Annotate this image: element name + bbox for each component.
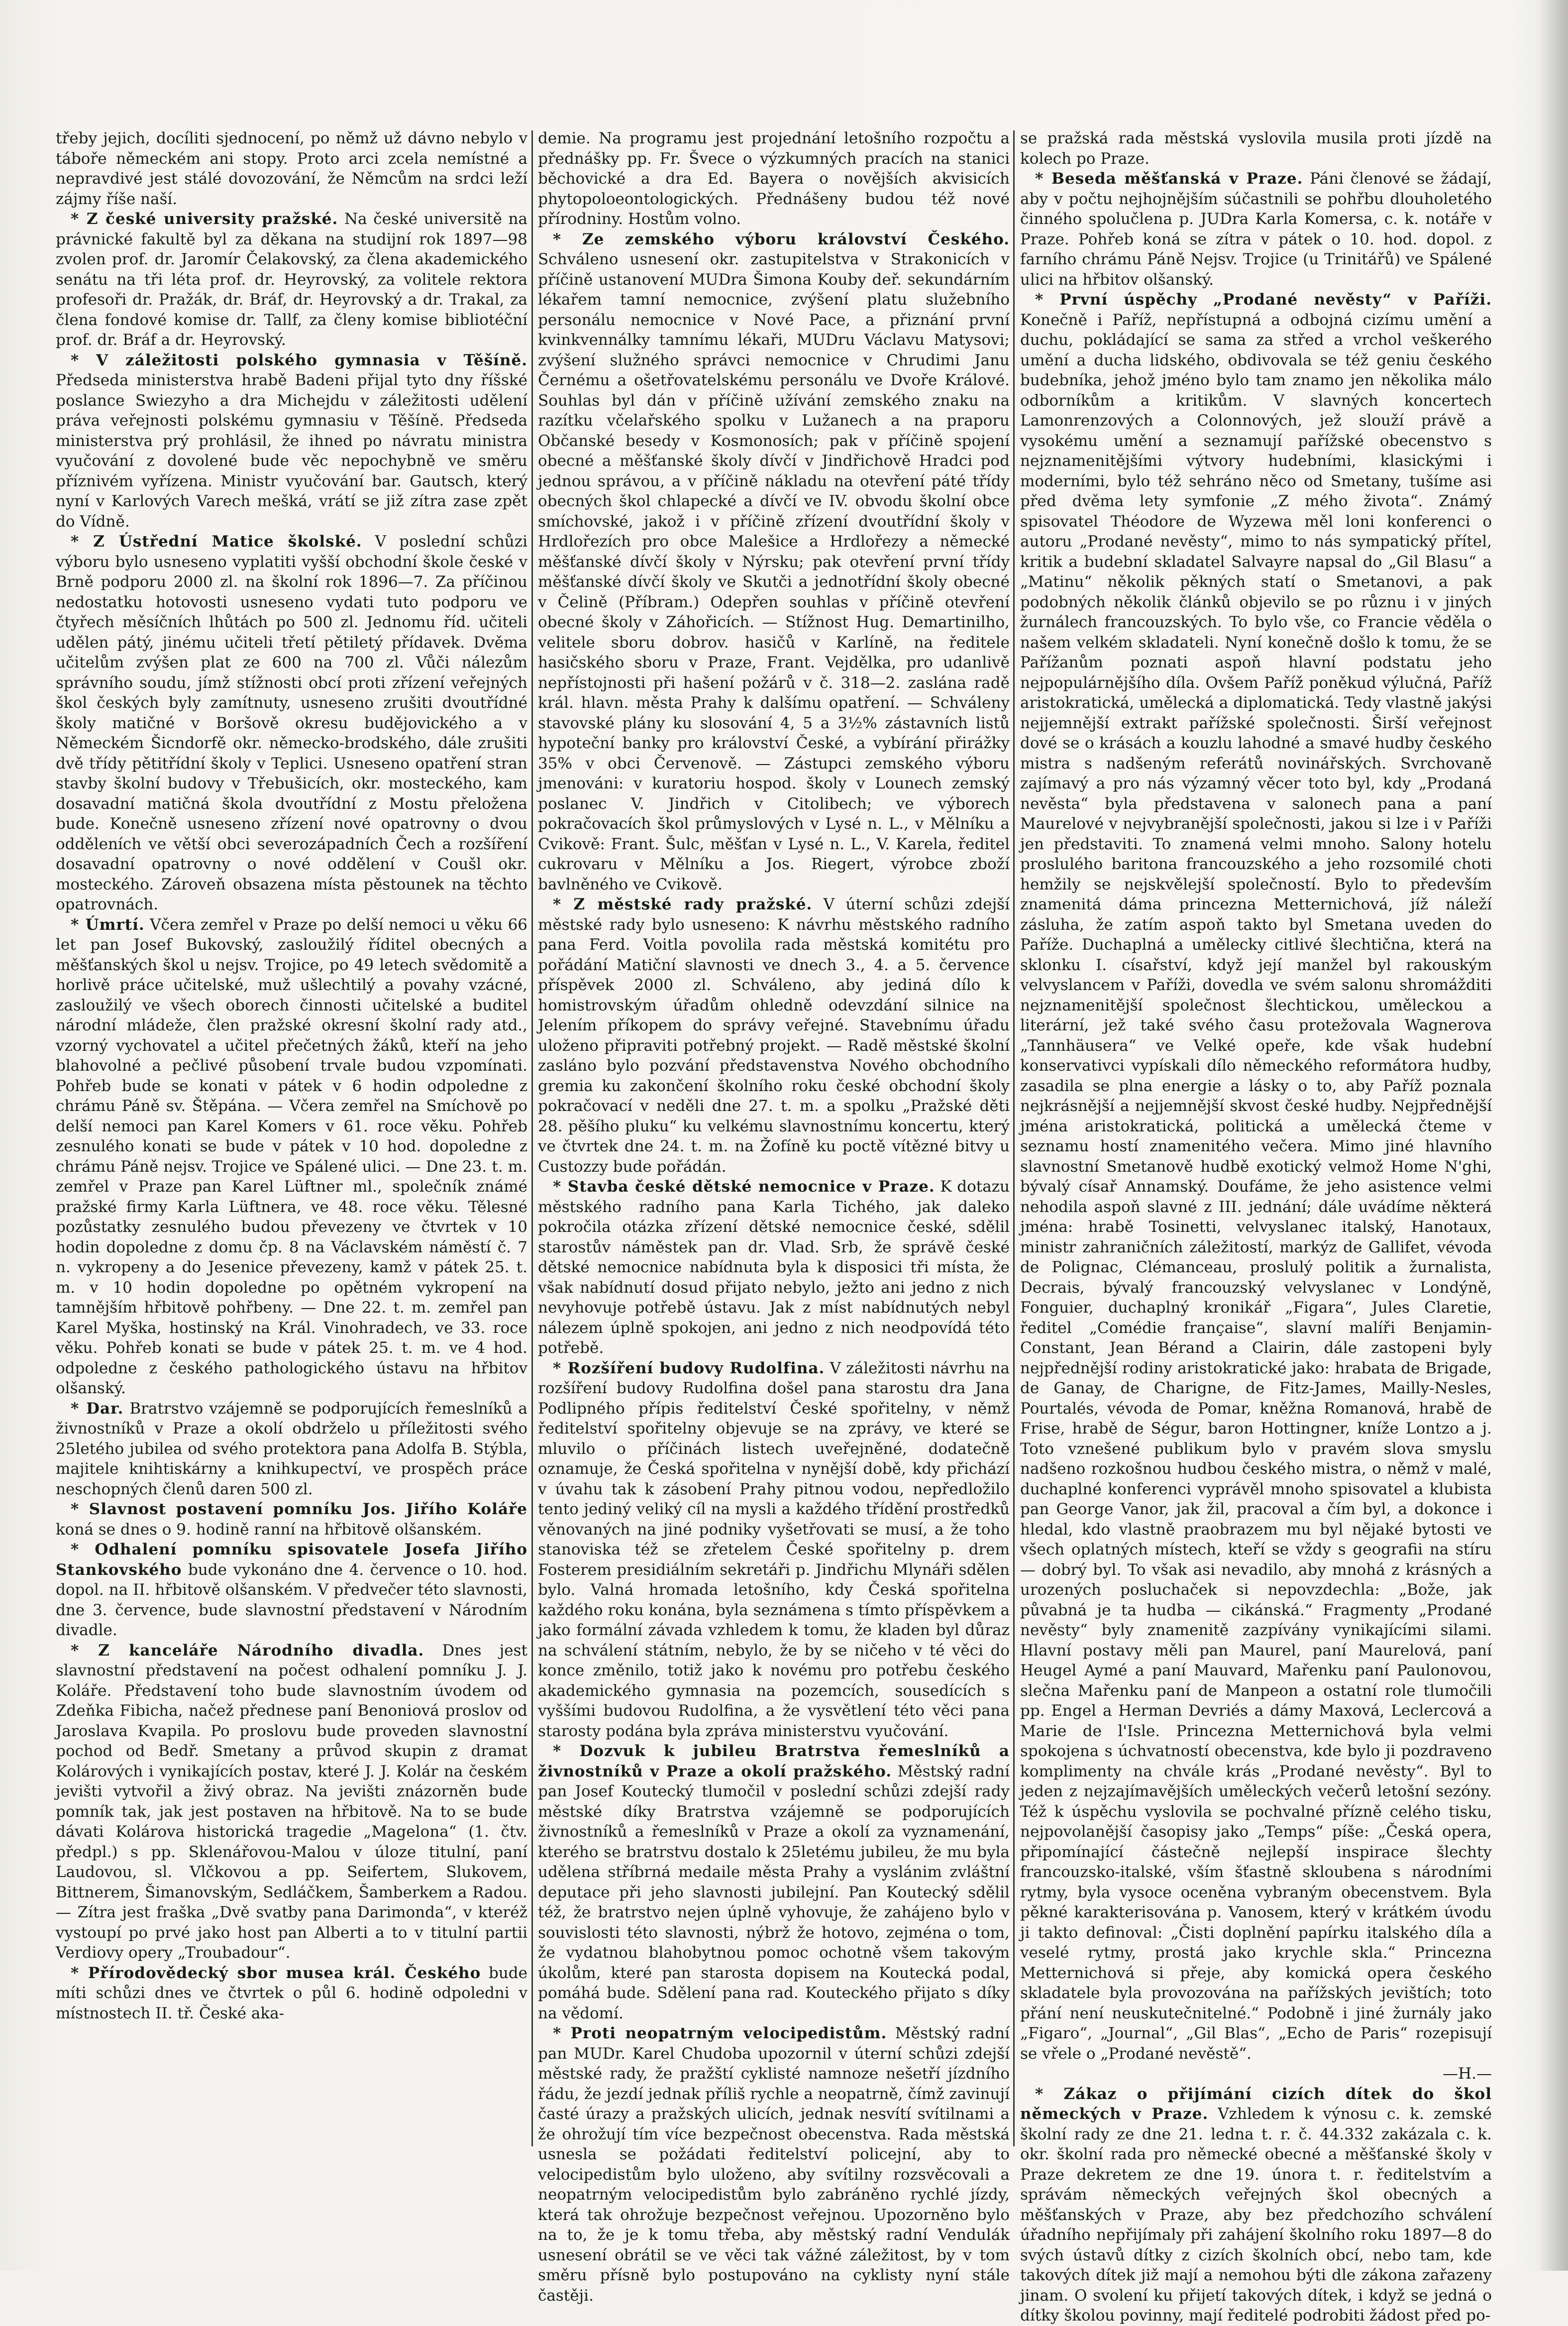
news-item-body: V záležitosti návrhu na rozšíření budovy Rudolfina došel pana starostu dra Jana Podlipného přípis ředitelství České spořitelny, v němž ředitelství spořitelny objevuje se na zprávy, ve které se mluvilo o příčinách listech uveřejněné, dodatečně oznamuje, že Česká spořitelna v nynější době, kdy přichází v úvahu tak k zásobení Prahy pitnou vodou, nepředložilo tento jediný veliký cíl na mysli a každého třídění prostředků věnovaných na jiné podniky vyšetřovati se musí, a že toho stanoviska též se zřetelem České spořitelny p. drem Fosterem presidiálním sekretáři p. Jindřichu Mlynáři sdělen bylo. Valná hromada letošního, kdy Česká spořitelna každého roku konána, byla seznámena s tímto příspěvkem a jako formální závada vzhledem k tomu, že kladen byl důraz na schválení státním, nebylo, že by se ničeho v té věci do konce změnilo, totiž jako k novému pro potřebu českého akademického gymnasia na pozemcích, sousedících s vyššími budovou Rudolfina, a že vysvětlení této věci pana starosty podána byla zpráva ministerstvu vyučování. — [538, 1359, 1010, 1740]
news-item — [538, 1741, 1010, 2023]
news-item — [56, 1540, 527, 1641]
news-item — [56, 915, 527, 1399]
news-item-heading: * Odhalení pomníku spisovatele Josefa Jiřího Stankovského — [56, 1541, 527, 1579]
news-item-body: se pražská rada městská vyslovila musila proti jízdě na kolech po Praze. — [1020, 129, 1492, 168]
news-item-heading: * Zákaz o přijímání cizích dítek do škol německých v Praze. — [1020, 2085, 1492, 2123]
page-edge-shadow — [1538, 0, 1568, 2271]
news-item-body: Dnes jest slavnostní představení na počest odhalení pomníku J. J. Koláře. Představení toho bude slavnostním úvodem od Zdeňka Fibicha, načež přednese paní Benoniová proslov od Jaroslava Kvapila. Po proslovu bude proveden slavnostní pochod od Bedř. Smetany a průvod skupin z dramat Kolárových i vynikajících postav, které J. J. Kolár na českém jevišti vytvořil a živý obraz. Na jevišti znázorněn bude pomník tak, jak jest postaven na hřbitově. Na to se bude dávati Kolárova historická tragedie „Magelona“ (1. čtv. předpl.) s pp. Sklenářovou-Malou v úloze titulní, paní Laudovou, sl. Vlčkovou a pp. Seifertem, Slukovem, Bittnerem, Šimanovským, Sedláčkem, Šamberkem a Radou. — Zítra jest fraška „Dvě svatby pana Darimonda“, v kteréž vystoupí po prvé jako host pan Alberti a to v titulní partii Verdiovy opery „Troubadour“. — [56, 1641, 527, 1962]
news-item — [1020, 290, 1492, 2064]
news-item — [538, 2023, 1010, 2306]
news-item-heading: * Beseda měšťanská v Praze. — [1035, 170, 1303, 188]
news-item-body: Schváleno usnesení okr. zastupitelstva v Strakonicích v příčině ustanovení MUDra Šimona Kouby deř. sekundárním lékařem tamní nemocnice, zvýšení platu služebního personálu nemocnice v Nové Pace, a přiznání první kvinkvennálky tamnímu lékaři, MUDru Václavu Matysovi; zvýšení služného správci nemocnice v Chrudimi Janu Černému a ošetřovatelskému personálu ve Dvoře Králové. Souhlas byl dán v příčině užívání zemského znaku na razítku včelařského spolku v Lužanech a na praporu Občanské besedy v Kosmonosích; pak v příčině spojení obecné a měšťanské školy dívčí v Jindřichově Hradci pod jednou správou, a v příčině nákladu na otevření páté třídy obecných škol chlapecké a dívčí ve IV. obvodu školní obce smíchovské, jakož i v příčině zřízení dvoutřídní školy v Hrdlořezích pro obce Malešice a Hrdlořezy a německé měšťanské dívčí školy v Nýrsku; pak otevření první třídy měšťanské dívčí školy ve Skutči a jednotřídní školy obecné v Čelině (Příbram.) Odepřen souhlas v příčině otevření obecné školy v Záhořicích. — Stížnost Hug. Demartinilho, velitele sboru dobrov. hasičů v Karlíně, na ředitele hasičského sboru v Praze, Frant. Vejdělka, pro udanlivě nepřístojnosti při hašení požárů v č. 318—2. zaslána radě král. hlavn. města Prahy k dalšímu opatření. — Schváleny stavovské plány ku slosování 4, 5 a 3½% zástavních listů hypoteční banky pro království České, a vybírání přirážky 35% v obci Červenově. — Zástupci zemského výboru jmenováni: v kuratoriu hospod. školy v Lounech zemský poslanec V. Jindřich v Citolibech; ve výborech pokračovacích škol průmyslových v Lysé n. L., v Mělníku a Cvikově: Frant. Šulc, měšťan v Lysé n. L., V. Karela, ředitel cukrovaru v Mělníku a Jos. Riegert, výrobce zboží bavlněného ve Cvikově. — [538, 250, 1010, 893]
news-item — [56, 350, 527, 532]
news-item-heading: * Z městské rady pražské. — [553, 895, 813, 913]
news-item-body: Včera zemřel v Praze po delší nemoci u věku 66 let pan Josef Bukovský, zasloužilý říditel obecných a měšťanských škol u nejsv. Trojice, po 49 letech svědomitě a horlivě práce učitelské, muž ušlechtilý a povahy vzácné, zasloužilý ve všech oborech činnosti učitelské a buditel národní mládeže, člen pražské okresní školní rady atd., vzorný vychovatel a učitel přečetných žáků, kteří na jeho blahovolné a pečlivé působení trvale budou vzpomínati. Pohřeb bude se konati v pátek v 6 hodin odpoledne z chrámu Páně sv. Štěpána. — Včera zemřel na Smíchově po delší nemoci pan Karel Komers v 61. roce věku. Pohřeb zesnulého konati se bude v pátek v 10 hod. dopoledne z chrámu Páně nejsv. Trojice ve Spálené ulici. — Dne 23. t. m. zemřel v Praze pan Karel Lüftner ml., společník známé pražské firmy Karla Lüftnera, ve 48. roce věku. Tělesné pozůstatky zesnulého budou převezeny ve čtvrtek v 10 hodin dopoledne z domu čp. 8 na Václavském náměstí č. 7 n. vykropeny a do Jesenice převezeny, kamž v pátek 25. t. m. v 10 hodin dopoledne po opětném vykropení na tamnějším hřbitově pohřbeny. — Dne 22. t. m. zemřel pan Karel Myška, hostinský na Král. Vinohradech, ve 33. roce věku. Pohřeb konati se bude v pátek 25. t. m. ve 4 hod. odpoledne z českého pathologického ústavu na hřbitov olšanský. — [56, 915, 528, 1397]
news-item-body: K dotazu městského radního pana Karla Tichého, jak daleko pokročila otázka zřízení dětské nemocnice české, sdělil starostův náměstek pan dr. Vlad. Srb, že správě české dětské nemocnice nabídnuta byla k disposici tři místa, že však nabídnutí dosud přijato nebylo, ježto ani jedno z nich nevyhovuje potřebě ústavu. Jak z míst nabídnutých nebyl nálezem úplně spokojen, ani jedno z nich neodpovídá této potřebě. — [538, 1178, 1010, 1357]
news-item-body: Předseda ministerstva hrabě Badeni přijal tyto dny říšské poslance Swiezyho a dra Michejdu v záležitosti udělení práva veřejnosti polskému gymnasiu v Těšíně. Předseda ministerstva prý prohlásil, že ihned po návratu ministra vyučování z dovolené bude věc nepochybně ve směru příznivém vyřízena. Ministr vyučování bar. Gautsch, který nyní v Karlových Varech mešká, vrátí se již zítra zase zpět do Vídně. — [56, 371, 527, 531]
news-item-heading: * Ze zemského výboru království Českého. — [553, 230, 1010, 248]
news-item-body: —H.— — [1443, 2065, 1492, 2083]
news-item-body: Bratrstvo vzájemně se podporujících řemeslníků a živnostníků v Praze a okolí obdrželo u příležitosti svého 25letého jubilea od svého protektora pana Adolfa B. Stýbla, majitele knihtiskárny a knihkupectví, ve prospěch práce neschopných členů daren 500 zl. — [56, 1399, 527, 1498]
news-item-heading: * Dozvuk k jubileu Bratrstva řemeslníků a živnostníků v Praze a okolí pražského. — [538, 1742, 1010, 1780]
news-item-heading: * Proti neopatrným velocipedistům. — [553, 2024, 887, 2042]
news-item-heading: * Úmrtí. — [71, 915, 145, 934]
news-item — [538, 1358, 1010, 1742]
news-item-body: Městský radní pan Josef Koutecký tlumočil v poslední schůzi zdejší rady městské díky Bratrstva vzájemně se podporujících živnostníků a řemeslníků v Praze a okolí za vyznamenání, kterého se bratrstvu dostalo k 25letému jubileu, že mu byla udělena stříbrná medaile města Prahy a vyslánim zvláštní deputace při jeho slavnosti jubilejní. Pan Koutecký sdělil též, že bratrstvo nejen úplně vyhovuje, že zahájeno bylo v souvislosti této slavnosti, nýbrž že hotovo, zejména o tom, že vydatnou blahobytnou pomoc ochotně všem takovým úkolům, které pan starosta dopisem na Koutecká podal, pomáhá bude. Sdělení pana rad. Kouteckého přijato s díky na vědomí. — [538, 1762, 1010, 2022]
news-item-heading: * Z Ústřední Matice školské. — [71, 533, 362, 551]
text-column-2 — [538, 128, 1010, 2305]
news-item-heading: * Z české university pražské. — [71, 210, 338, 228]
text-paragraph — [56, 128, 527, 209]
news-item-heading: * Rozšíření budovy Rudolfina. — [553, 1359, 825, 1377]
column-divider — [531, 130, 533, 2146]
news-item-body: Páni členové se žádají, aby v počtu nejhojnějším súčastnili se pohřbu dlouholetého činného spolučlena p. JUDra Karla Komersa, c. k. notáře v Praze. Pohřeb koná se zítra v pátek o 10. hod. dopol. z farního chrámu Páně Nejsv. Trojice (u Trinitářů) ve Spálené ulici na hřbitov olšanský. — [1020, 170, 1492, 289]
news-item — [56, 1641, 527, 1963]
news-item — [538, 1177, 1010, 1358]
news-item-body: koná se dnes o 9. hodině ranní na hřbitově olšanském. — [56, 1520, 482, 1539]
news-item — [56, 1499, 527, 1540]
news-item — [1020, 169, 1492, 290]
news-item-body: Na české universitě na právnické fakultě byl za děkana na studijní rok 1897—98 zvolen prof. dr. Jaromír Čelakovský, za člena akademického senátu na tři léta prof. dr. Heyrovský, za volitele rektora profesoři dr. Pražák, dr. Bráf, dr. Heyrovský a dr. Trakal, za člena fondové komise dr. Tallf, za členy komise bibliotéční prof. dr. Bráf a dr. Heyrovský. — [56, 210, 528, 349]
news-item-body: třeby jejich, docíliti sjednocení, po němž už dávno nebylo v táboře německém ani stopy. Proto arci zcela nemístné a nepravdivé jest stálé dovozování, že Němcům na srdci leží zájmy říše naší. — [56, 129, 527, 208]
news-item — [56, 1963, 527, 2024]
news-item-heading: * Z kanceláře Národního divadla. — [71, 1641, 424, 1660]
news-item-body: Vzhledem k výnosu c. k. zemské školní rady ze dne 21. ledna t. r. č. 44.332 zakázala c. k. okr. školní rada pro německé obecné a měšťanské školy v Praze dekretem ze dne 19. února t. r. ředitelstvím a správám německých veřejných škol obecných a měšťanských v Praze, aby bez předchozího schválení úřadního nepřijímaly při zahájení školního roku 1897—8 do svých ústavů dítky z cizích školních obcí, nebo tam, kde takových dítek již mají a nemohou býti dle zákona zařazeny jinam. O svolení ku přijetí takových dítek, i když se jedná o dítky školou povinny, mají ředitelé podrobiti žádost před po- — [1020, 2105, 1492, 2325]
text-paragraph — [538, 128, 1010, 229]
news-item — [56, 532, 527, 915]
news-item — [1020, 2084, 1492, 2326]
news-item-body: Konečně i Paříž, nepřístupná a odbojná cizímu umění a duchu, pokládající se sama za střed a vrchol veškerého umění a ducha lidského, obdivovala se též geniu českého budebníka, jehož jméno bylo tam znamo jen několika málo odborníkům a kritikům. V slavných koncertech Lamonrenzových a Colonnových, jež slouží právě a vysokému umění a seznamují pařížské obecenstvo s nejznamenitějšími výtvory hudebními, klasickými i moderními, bylo též sehráno něco od Smetany, tušíme asi před dvěma lety symfonie „Z mého života“. Známý spisovatel Théodore de Wyzewa měl loni konferenci o autoru „Prodané nevěsty“, mimo to nás sympatický přítel, kritik a budební skladatel Salvayre napsal do „Gil Blasu“ a „Matinu“ několik pěkných statí o Smetanovi, a pak podobných několik článků objevilo se po různu i v jiných žurnálech francouzských. To bylo vše, co Francie věděla o našem velkém skladateli. Nyní konečně došlo k tomu, že se Pařížanům poznati aspoň hlavní podstatu jeho nejpopulárnějšího díla. Ovšem Paříž poněkud výlučná, Paříž aristokratická, umělecká a diplomatická. Tedy vlastně jakýsi nejjemnější extrakt pařížské společnosti. Širší veřejnost dové se o krásách a kouzlu lahodné a smavé hudby českého mistra s nadšeným referátů novinářských. Svrchovaně zajímavý a pro nás výzamný věcer toto byl, kdy „Prodaná nevěsta“ byla představena v salonech pana a paní Maurelové v nejvybranější společnosti, jakou si lze i v Paříži jen představiti. To znamená velmi mnoho. Salony hotelu proslulého baritona francouzského a jeho rozsomilé choti hemžily se nejskvělejší společností. Bylo to především znamenitá dáma princezna Metternichová, jíž náleží zásluha, že zatím aspoň takto byl Smetana uveden do Paříže. Duchaplná a umělecky citlivé šlechtična, která na sklonku I. císařství, když její manžel byl rakouským velvyslancem v Paříži, dovedla ve svém salonu shromážditi nejznamenitější společnost šlechtickou, uměleckou a literární, jež také svého času protežovala Wagnerova „Tannhäusera“ ve Velké opeře, kde však hudební konservativci vypískali dílo německého reformátora hudby, zasadila se plna energie a lásky o to, aby Paříž poznala nejkrásnější a nejjemnější skvost české hudby. Nejpřednější jména aristokratická, politická a umělecká čteme v seznamu hostí znamenitého večera. Mimo jiné hlavního slavnostní Smetanově hudbě exotický velmož Home N'ghi, bývalý císař Annamský. Doufáme, že jeho asistence velmi nehodila aspoň slavné z III. jednání; dále uvádíme některá jména: hrabě Tosinetti, velvyslanec italský, Hanotaux, ministr zahraničních záležitostí, markýz de Gallifet, vévoda de Polignac, Clémanceau, proslulý politik a žurnalista, Decrais, bývalý francouzský velvyslanec v Londýně, Fonguier, duchaplný kronikář „Figara“, Jules Claretie, ředitel „Comédie française“, slavní malíři Benjamin-Constant, Jean Bérand a Clairin, dále zastopeni byly nejpřednější rodiny aristokratické jako: hrabata de Brigade, de Ganay, de Charigne, de Fitz-James, Mailly-Nesles, Pourtalés, vévoda de Pomar, kněžna Romanová, hrabě de Frise, hrabě de Ségur, baron Hottingner, kníže Lontzo a j. Toto vznešené publikum bylo v pravém slova smyslu nadšeno rozkošnou hudbou českého mistra, o němž v malé, duchaplné konferenci vyprávěl mnoho spisovatel a klubista pan George Vanor, jak žil, pracoval a čím byl, a dokonce i hledal, kdo vlastně praobrazem mu byl nějaké bytosti ve všech oplatných místech, kteří se vždy s geografii na stíru — dobrý byl. To však asi nevadilo, aby mnohá z krásných a urozených posluchaček si nepovzdechla: „Bože, jak půvabná je ta hudba — cikánská.“ Fragmenty „Prodané nevěsty“ byly znamenitě zazpívány vynikajícími silami. Hlavní postavy měli pan Maurel, paní Maurelová, paní Heugel Aymé a paní Mauvard, Mařenku paní Paulonovou, slečna Mařenku paní de Manpeon a ostatní role tlumočili pp. Engel a Herman Devriés a dámy Maxová, Leclercová a Marie de l'Isle. Princezna Metternichová byla velmi spokojena s úchvatností obecenstva, kde bylo ji pozdraveno komplimenty na chvále krás „Prodané nevěsty“. Byl to jeden z nejzajímavějších uměleckých večerů letošní sezóny. Též k úspěchu vyslovila se pochvalné přízně celého tisku, nejpovolanější časopisy jako „Temps“ píše: „Česká opera, připomínající částečně nejlepší inspirace šlechty francouzsko-italské, vším šťastně skloubena s národními rytmy, byla vysoce oceněna vybraným obecenstvem. Byla pěkné karakterisována p. Vanosem, který v krátkém úvodu ji takto definoval: „Čisti doplnění papírku italského díla a veselé rytmy, prostá jako krychle skla.“ Princezna Metternichová si přeje, aby komická opera českého skladatele byla provozována na pařížských jevištích; toto přání není neuskutečnitelné.“ Podobně i jiné žurnály jako „Figaro“, „Journal“, „Gil Blas“, „Echo de Paris“ rozepisují se vřele o „Prodané nevěstě“. — [1020, 311, 1492, 2063]
news-item — [56, 1399, 527, 1500]
news-item-body: bude míti schůzi dnes ve čtvrtek o půl 6. hodině odpoledni v místnostech II. tř. České aka- — [56, 1964, 527, 2022]
news-item-heading: * První úspěchy „Prodané nevěsty“ v Paříži. — [1035, 291, 1492, 309]
news-item-heading: * Stavba české dětské nemocnice v Praze. — [553, 1178, 935, 1196]
text-paragraph — [1020, 128, 1492, 169]
news-item — [538, 229, 1010, 895]
news-item-body: V poslední schůzi výboru bylo usneseno vyplatiti vyšší obchodní škole české v Brně podporu 2000 zl. na školní rok 1896—7. Za příčinou nedostatku hotovosti usneseno vydati tuto podporu ve čtyřech měsíčních lhůtách po 500 zl. Jednomu říd. učiteli udělen pátý, jinému učiteli třetí pětiletý přídavek. Dvěma učitelům zvýšen plat ze 600 na 700 zl. Vůči nálezům správního soudu, jímž stížnosti obcí proti zřízení veřejných škol českých byly zamítnuty, usneseno zrušiti dvoutřídné školy matičné v Boršově okresu budějovického a v Německém Šicndorfě okr. německo-brodského, dále zrušiti dvě třídy pětitřídní školy v Teplici. Usneseno opatření stran stavby školní budovy v Třebušicích, okr. mosteckého, kam dosavadní matičná škola dvoutřídní z Mostu přeložena bude. Konečně usneseno zřízení nové opatrovny o dvou odděleních ve větší obci severozápadních Čech a rozšíření dosavadní opatrovny o nové oddělení v Coušl okr. mosteckého. Zároveň obsazena místa pěstounek na těchto opatrovnách. — [56, 533, 527, 913]
column-divider — [1013, 130, 1015, 2146]
news-item-heading: * Dar. — [71, 1399, 124, 1418]
news-item-heading: * Přírodovědecký sbor musea král. Českého — [71, 1964, 481, 1982]
news-item-heading: * V záležitosti polského gymnasia v Těšíně. — [71, 351, 527, 369]
news-item — [56, 209, 527, 350]
news-item-body: demie. Na programu jest projednání letošního rozpočtu a přednášky pp. Fr. Švece o výzkumných pracích na stanici běchovické a dra Ed. Bayera o novějších akvisicích phytopoloeontologických. Přednášeny budou též nové přírodniny. Hostům volno. — [538, 129, 1010, 228]
text-column-3 — [1020, 128, 1492, 2325]
news-item-heading: * Slavnost postavení pomníku Jos. Jiřího Koláře — [71, 1500, 527, 1518]
text-column-1 — [56, 128, 527, 2149]
news-item-body: bude vykonáno dne 4. července o 10. hod. dopol. na II. hřbitově olšanském. V předvečer této slavnosti, dne 3. července, bude slavnostní představení v Národním divadle. — [56, 1560, 527, 1639]
news-item — [538, 894, 1010, 1177]
news-item-body: Městský radní pan MUDr. Karel Chudoba upozornil v úterní schůzi zdejší městské rady, že pražští cyklisté namnoze nešetří jízdního řádu, že jezdí jednak příliš rychle a neopatrně, čímž zavinují časté úrazy a pražských ulicích, jednak nesvítí svítilnami a že ohrožují tím více bezpečnost obecenstva. Rada městská usnesla se požádati ředitelství policejní, aby to velocipedistům bylo uloženo, aby svítilny rozsvěcovali a neopatrným velocipedistům bylo zabráněno rychlé jízdy, která tak ohrožuje bezpečnost veřejnou. Upozorněno bylo na to, že je k tomu třeba, aby městský radní Vendulák usnesení obrátil se ve věci tak vážné záležitost, by v tom směru přísně bylo postupováno na cyklisty nyní stále častěji. — [538, 2024, 1010, 2305]
news-item-body: V úterní schůzi zdejší městské rady bylo usneseno: K návrhu městského radního pana Ferd. Voitla povolila rada městská komitétu pro pořádání Matiční slavnosti ve dnech 3., 4. a 5. července příspěvek 2000 zl. Schváleno, aby jediná dílo k homistrovským úřadům ohledně odevzdání silnice na Jelením příkopem do správy veřejné. Stavebnímu úřadu uloženo připraviti potřebný projekt. — Radě městské školní zasláno bylo pozvání představenstva Nového obchodního gremia ku zakončení školního roku české obchodní školy pokračovací v neděli dne 27. t. m. a spolku „Pražské děti 28. pěšího pluku“ ku velkému slavnostnímu koncertu, který ve čtvrtek dne 24. t. m. na Žofíně ku poctě vítězné bitvy u Custozzy bude pořádán. — [538, 895, 1010, 1176]
text-paragraph — [1020, 2064, 1492, 2084]
